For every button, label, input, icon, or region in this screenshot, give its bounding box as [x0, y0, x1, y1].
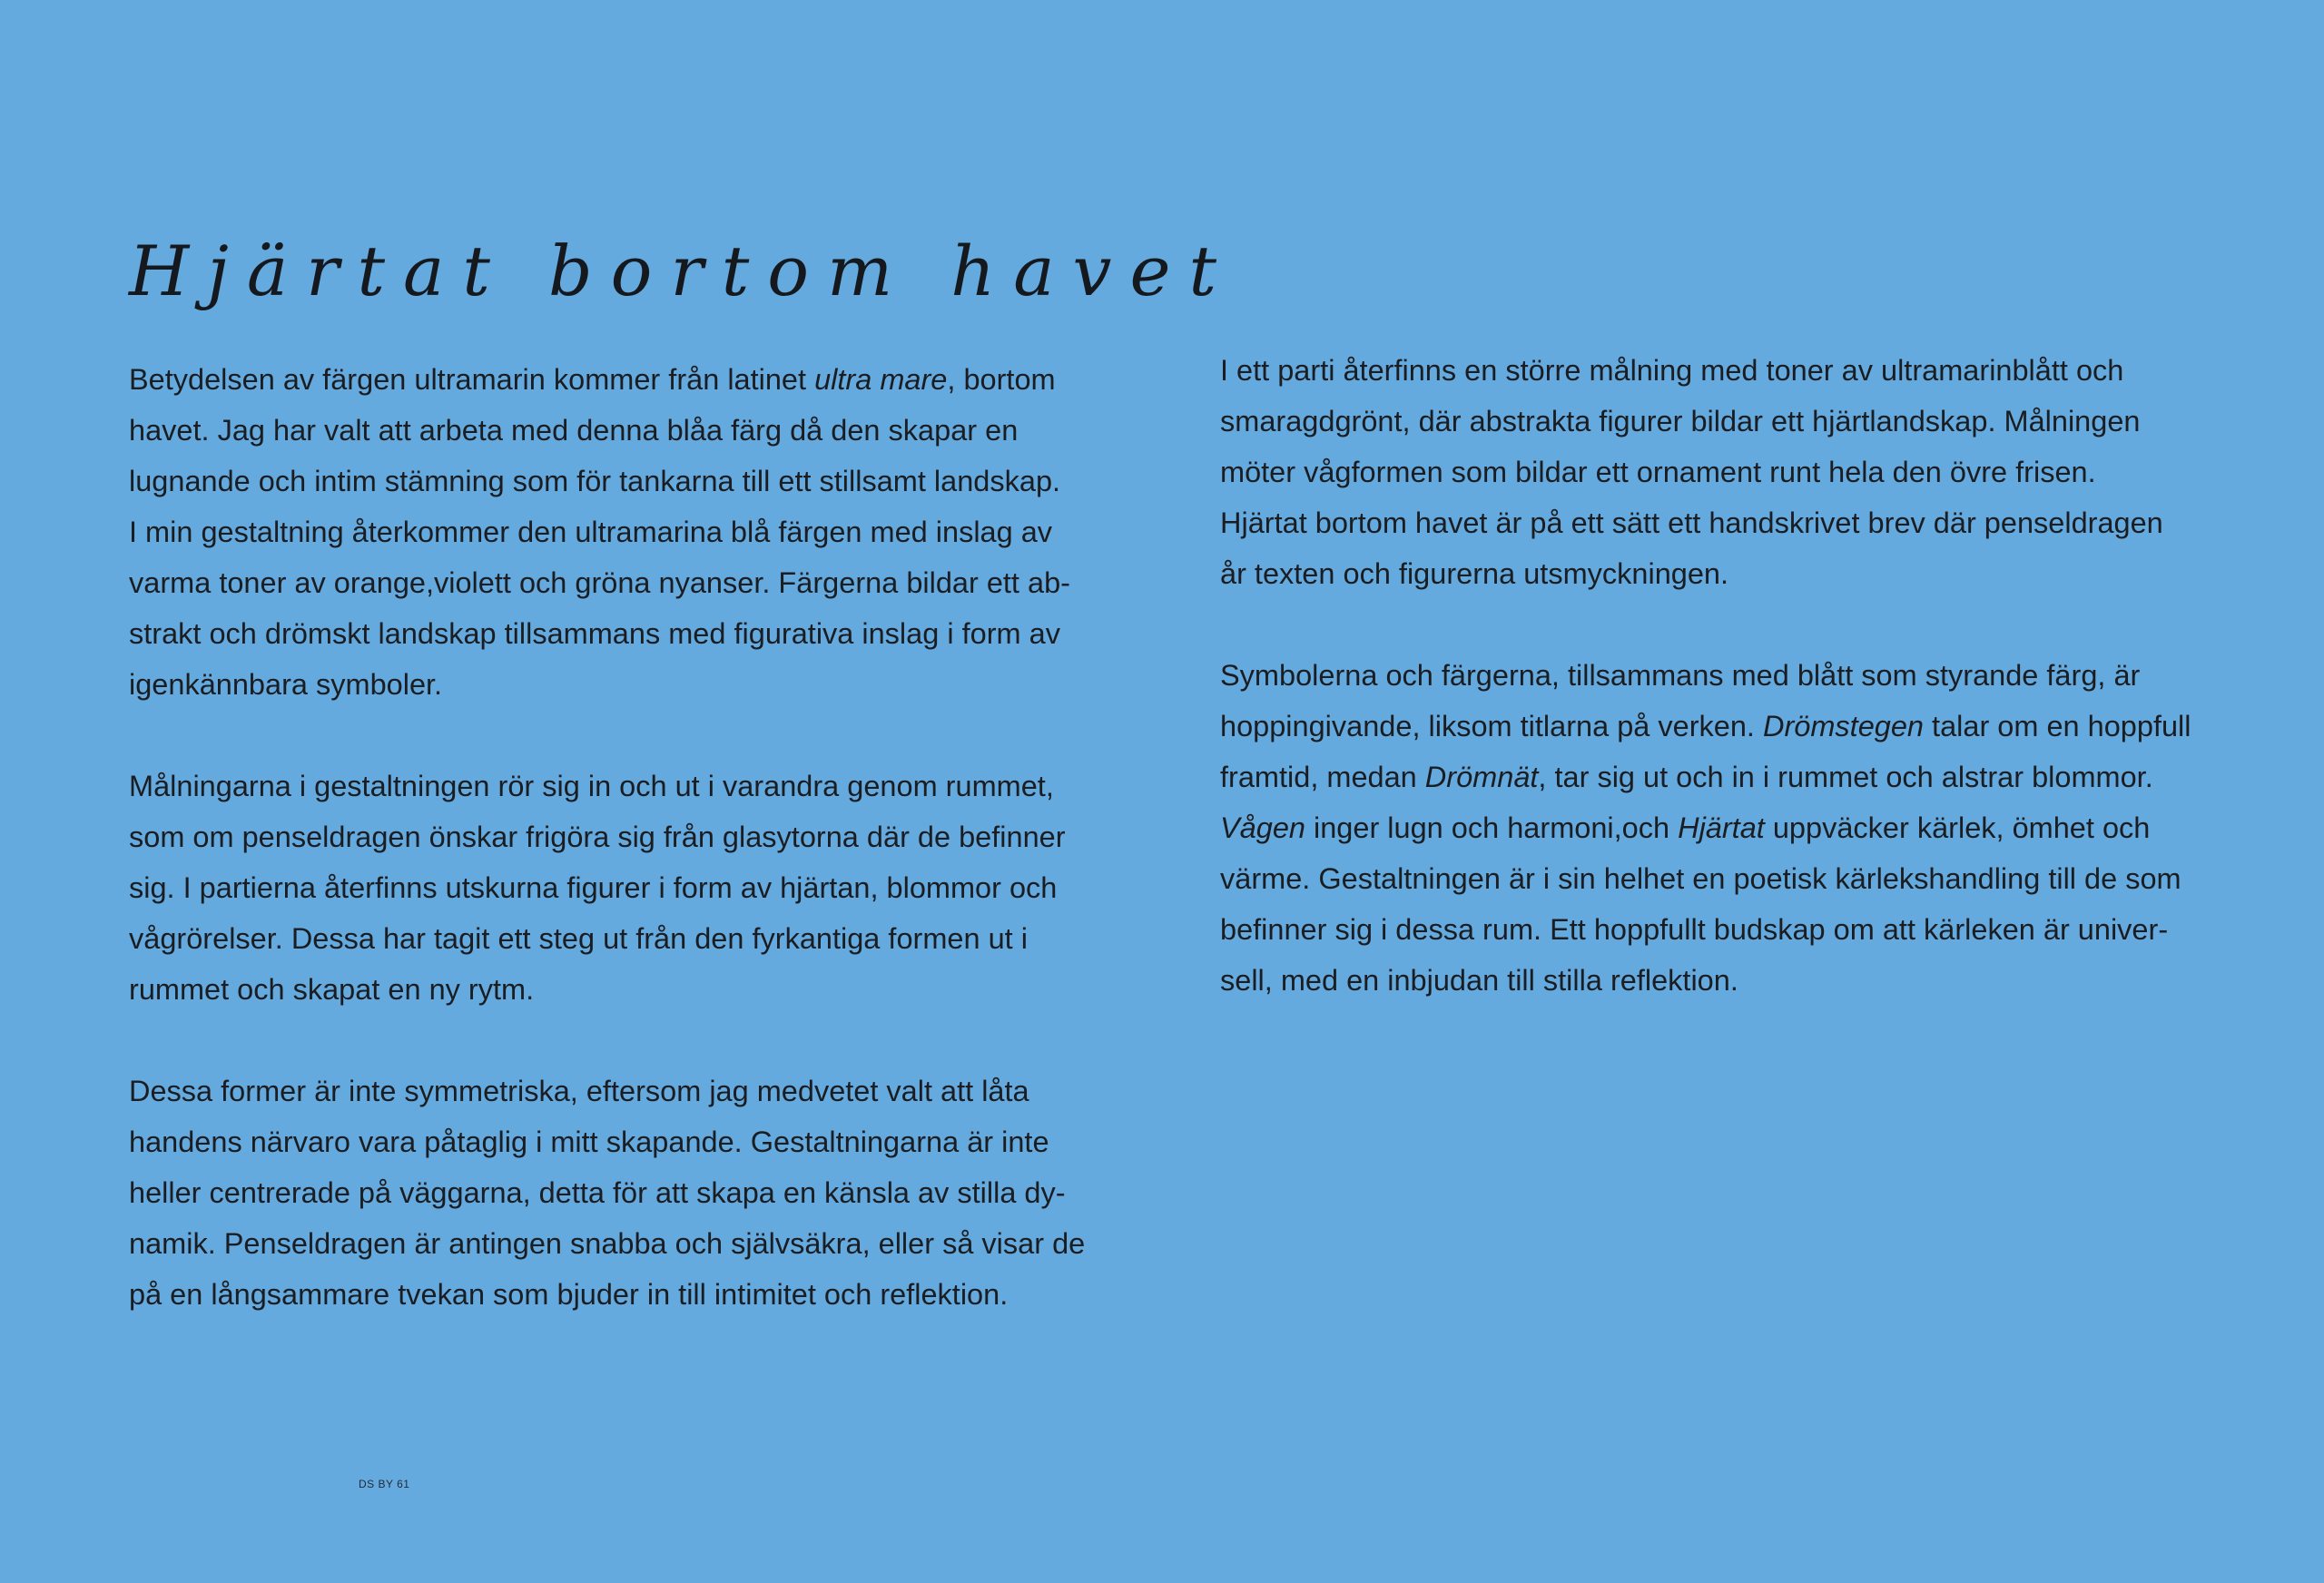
italic-title-dromnat: Drömnät	[1424, 761, 1539, 793]
text-run: Betydelsen av färgen ultramarin kommer från latinet	[129, 363, 815, 396]
italic-title-vagen: Vågen	[1220, 811, 1305, 844]
text-run: , bortom havet. Jag har valt att arbeta med denna blåa färg då den skapar en lugnande och intim stämning som för tankarna till ett stillsamt landskap. I min gestaltning återkommer den ultramarina blå färgen med inslag av varma toner av orange,violett och gröna nyanser. Färgerna bildar ett ab- strakt och drömskt landskap tillsammans med figurativa inslag i form av igenkännbara symboler.	[129, 363, 1070, 701]
page-title: Hjärtat bortom havet	[129, 231, 1236, 311]
right-paragraph-1: I ett parti återfinns en större målning med toner av ultramarinblått och smaragdgrönt, där abstrakta figurer bildar ett hjärtlandskap. Målningen möter vågformen som bildar ett ornament runt hela den övre frisen. Hjärtat bortom havet är på ett sätt ett handskrivet brev där penseldragen år texten och figurerna utsmyckningen.	[1220, 354, 2163, 590]
text-run: talar om en hoppfull framtid, medan	[1220, 710, 2191, 793]
left-paragraph-3: Dessa former är inte symmetriska, eftersom jag medvetet valt att låta handens närvaro vara påtaglig i mitt skapande. Gestaltningarna är inte heller centrerade på väggarna, detta för att skapa en känsla av stilla dy- namik. Penseldragen är antingen snabba och självsäkra, eller så visar de på en långsammare tvekan som bjuder in till intimitet och reflektion.	[129, 1075, 1086, 1311]
left-paragraph-1	[129, 354, 1146, 710]
right-paragraph-2	[1220, 650, 2246, 1006]
text-run: uppväcker kärlek, ömhet och värme. Gestaltningen är i sin helhet en poetisk kärlekshandling till de som befinner sig i dessa rum. Ett hoppfullt budskap om att kärleken är univer- sell, med en inbjudan till stilla reflektion.	[1220, 811, 2181, 997]
page-folio: DS BY 61	[359, 1478, 410, 1490]
right-text-column	[1220, 345, 2246, 1006]
italic-term-ultra-mare: ultra mare	[814, 363, 948, 396]
left-paragraph-2: Målningarna i gestaltningen rör sig in och ut i varandra genom rummet, som om penseldragen önskar frigöra sig från glasytorna där de befinner sig. I partierna återfinns utskurna figurer i form av hjärtan, blommor och vågrörelser. Dessa har tagit ett steg ut från den fyrkantiga formen ut i rummet och skapat en ny rytm.	[129, 770, 1066, 1006]
text-run: , tar sig ut och in i rummet och alstrar blommor.	[1538, 761, 2153, 793]
italic-title-dromstegen: Drömstegen	[1762, 710, 1925, 742]
text-run: inger lugn och harmoni,och	[1305, 811, 1679, 844]
italic-title-hjartat: Hjärtat	[1678, 811, 1765, 844]
text-run: Symbolerna och färgerna, tillsammans med blått som styrande färg, är hoppingivande, liksom titlarna på verken.	[1220, 659, 2141, 742]
left-text-column	[129, 354, 1146, 1320]
